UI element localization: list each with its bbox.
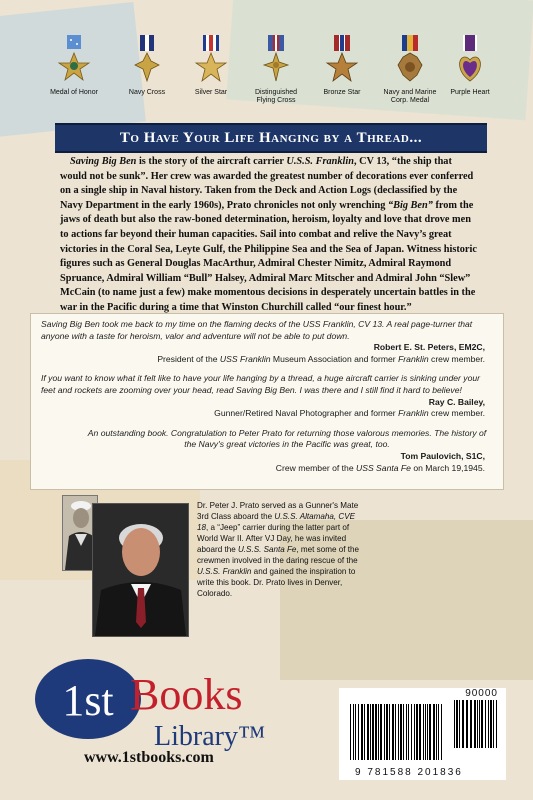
page-title: To Have Your Life Hanging by a Thread...: [119, 130, 423, 146]
navy-marine-corps-medal: [376, 35, 444, 105]
isbn-number: 9 781588 201836: [355, 767, 463, 778]
review-quote: [41, 373, 493, 419]
navy-cross-icon: [127, 35, 167, 87]
logo-books: Books: [130, 670, 243, 719]
ship-nickname: “Big Ben”: [387, 199, 433, 211]
quote-author-role: Crew member of the USS Santa Fe on March 19,1945.: [275, 462, 485, 473]
quote-text: An outstanding book. Congratulation to Peter Prato for returning those valorous memories. The history of the Navy's great victories in the Pacific was great, too.: [87, 427, 487, 450]
desc-text: is the story of the aircraft carrier: [136, 156, 287, 167]
quote-text: If you want to know what it felt like to have your life hanging by a thread, a huge aircraft carrier is sinking under your feet and rockets are zooming over your head, read Saving Big Ben. I was there and I still find it hard to believe!: [41, 373, 480, 395]
review-quote: [41, 428, 493, 474]
quote-author: Ray C. Bailey,: [428, 396, 485, 407]
reviews-box: [30, 313, 504, 490]
bronze-star: [308, 35, 376, 97]
ship-name: U.S.S. Franklin: [286, 156, 354, 167]
1stbooks-library-logo: [30, 655, 285, 755]
medal-of-honor: [40, 35, 108, 97]
desc-text: from the jaws of death but also the raw-boned determination, heroism, loyalty and love that drove men to actions far beyond their human capacities. Sail into combat and relive the Navy’s great victories in the Coral Sea, Leyte Gulf, the Philippine Sea and the Sea of Japan. Witness historic figures such as General Douglas MacArthur, Admiral Chester Nimitz, Admiral Raymond Spruance, Admiral William “Bull” Halsey, Admiral Marc Mitscher and Admiral John “Slew” McCain (to name just a few) make momentous decisions in desperately uncertain battles in the war in the Pacific during a time that Winston Churchill called “our finest hour.”: [60, 199, 477, 313]
silver-star: [177, 35, 245, 97]
medal-label: Medal of Honor: [50, 89, 98, 96]
medal-label: Navy Cross: [128, 89, 166, 96]
medal-label: Silver Star: [194, 89, 228, 96]
quote-author-role: Gunner/Retired Naval Photographer and former Franklin crew member.: [214, 408, 485, 419]
isbn-barcode: [339, 688, 506, 780]
review-quote: [41, 319, 493, 365]
medal-label: Bronze Star: [323, 89, 361, 96]
purple-heart: [436, 35, 504, 97]
quote-author-role: President of the USS Franklin Museum Association and former Franklin crew member.: [157, 353, 485, 364]
price-code: 90000: [465, 688, 498, 699]
logo-1st: 1st: [62, 676, 114, 725]
distinguished-flying-cross: [242, 35, 310, 105]
title-banner: [55, 123, 487, 153]
desc-text: , CV 13, “the ship that would not be sunk”. Her crew was awarded the greatest number of decorations ever conferred on a single ship in Naval history. Taken from the Deck and Action Logs (declassified by the Navy Department in the early 1960s), Prato chronicles not only wrenching: [60, 156, 474, 211]
author-photo: [92, 503, 189, 637]
medal-label: Distinguished Flying Cross: [254, 89, 298, 104]
medal-label: Navy and Marine Corp. Medal: [383, 89, 437, 104]
bronze-star-icon: [322, 35, 362, 87]
quote-author: Robert E. St. Peters, EM2C,: [373, 342, 485, 353]
silver-star-icon: [191, 35, 231, 87]
book-description: [60, 155, 480, 316]
barcode-bars: [342, 694, 502, 766]
logo-library: Library™: [154, 721, 266, 752]
distinguished-flying-cross-icon: [256, 35, 296, 87]
medals-row: [0, 35, 533, 115]
medal-label: Purple Heart: [450, 89, 490, 96]
navy-marine-corps-medal-icon: [390, 35, 430, 87]
author-portrait-image: [93, 504, 188, 636]
medal-of-honor-icon: [54, 35, 94, 87]
book-title: Saving Big Ben: [70, 156, 137, 167]
author-bio: Dr. Peter J. Prato served as a Gunner's Mate 3rd Class aboard the U.S.S. Altamaha, CVE 18, a “Jeep” carrier during the latter part of World War II. After VJ Day, he was invited aboard the U.S.S. Santa Fe, met some of the crewmen involved in the daring rescue of the U.S.S. Franklin and gained the inspiration to write this book. Dr. Prato lives in Denver, Colorado.: [197, 501, 359, 598]
purple-heart-icon: [450, 35, 490, 87]
publisher-url[interactable]: www.1stbooks.com: [84, 749, 214, 766]
quote-author: Tom Paulovich, S1C,: [400, 450, 485, 461]
quote-text: Saving Big Ben took me back to my time on the flaming decks of the USS Franklin, CV 13. A real page-turner that anyone with a taste for heroism, valor and adventure will not be able to put down.: [41, 319, 473, 341]
navy-cross: [113, 35, 181, 97]
